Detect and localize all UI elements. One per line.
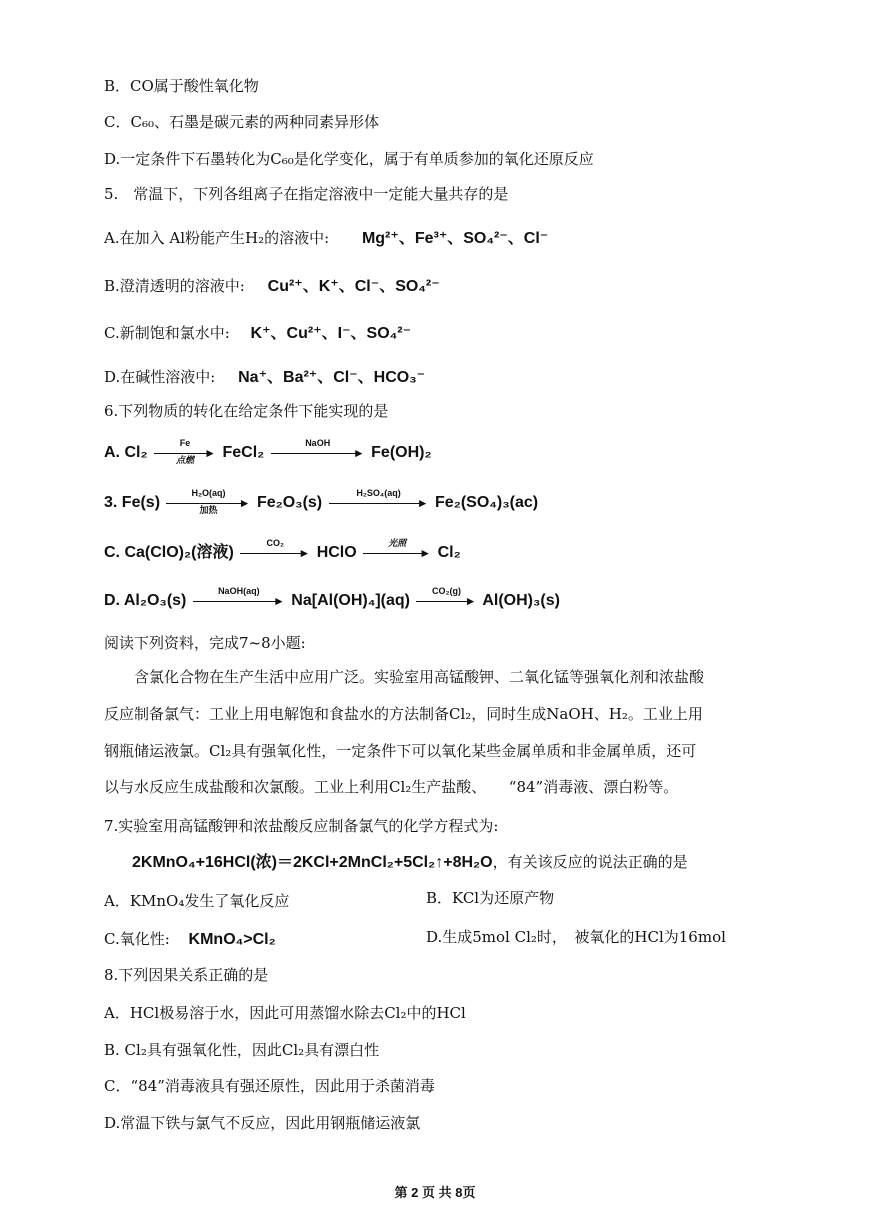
q7-stem: 7.实验室用高锰酸钾和浓盐酸反应制备氯气的化学方程式为: [104,817,499,835]
arrow-condition-top: NaOH [305,438,331,448]
q6-option-a [104,438,432,465]
q6-b-s1: Fe(s) [121,494,161,512]
q6-c-s3: Cl₂ [437,544,461,562]
q7-equation-tail: ，有关该反应的说法正确的是 [492,853,688,871]
page-footer: 第 2 页 共 8页 [394,1185,476,1200]
q6-a-label: A. [104,444,120,462]
q5-b-label: B.澄清透明的溶液中: [104,277,245,295]
q7-option-a: A．KMnO₄发生了氧化反应 [104,892,290,910]
q5-d-label: D.在碱性溶液中: [104,368,216,386]
q5-option-a [104,228,548,249]
reading-line: 钢瓶储运液氯。Cl₂具有强氧化性，一定条件下可以氧化某些金属单质和非金属单质，还可 [104,742,697,760]
q7-c-label: C.氧化性: [104,930,170,948]
reaction-arrow: Fe ► 点燃 [154,442,216,464]
q6-d-label: D. [104,592,120,610]
q4-option-c: C．C₆₀、石墨是碳元素的两种同素异形体 [104,113,379,131]
q8-option-d: D.常温下铁与氯气不反应，因此用钢瓶储运液氯 [104,1114,421,1132]
q5-c-label: C.新制饱和氯水中: [104,324,230,342]
q6-option-d [104,586,560,612]
q5-a-label: A.在加入 Al粉能产生H₂的溶液中: [104,229,330,247]
q5-a-ions: Mg²⁺、Fe³⁺、SO₄²⁻、Cl⁻ [361,230,549,247]
q8-stem: 8.下列因果关系正确的是 [104,966,269,984]
arrow-condition-top: Fe [179,438,191,448]
q6-d-s1: Al₂O₃(s) [123,592,187,610]
reaction-arrow: CO₂ ► [240,542,310,564]
q6-stem: 6.下列物质的转化在给定条件下能实现的是 [104,402,389,420]
q6-c-s2: HClO [316,544,357,562]
q8-option-a: A．HCl极易溶于水，因此可用蒸馏水除去Cl₂中的HCl [104,1004,466,1022]
reading-line: 以与水反应生成盐酸和次氯酸。工业上利用Cl₂生产盐酸、 “84”消毒液、漂白粉等。 [104,778,679,796]
q7-c-formula: KMnO₄>Cl₂ [188,931,276,948]
q7-equation: 2KMnO₄+16HCl(浓)＝2KCl+2MnCl₂+5Cl₂↑+8H₂O [132,854,493,871]
q7-option-c [104,929,276,950]
q6-a-s1: Cl₂ [124,444,148,462]
q7-equation-line [132,852,688,873]
q6-c-label: C. [104,544,120,562]
q5-b-ions: Cu²⁺、K⁺、Cl⁻、SO₄²⁻ [267,278,440,295]
reaction-arrow: H₂SO₄(aq) ► [329,492,429,514]
q6-d-s3: Al(OH)₃(s) [482,592,560,610]
reading-intro: 阅读下列资料，完成7~8小题: [104,634,306,652]
q6-b-s3: Fe₂(SO₄)₃(ac) [435,494,539,512]
reading-line: 含氯化合物在生产生活中应用广泛。实验室用高锰酸钾、二氧化锰等强氧化剂和浓盐酸 [134,668,705,686]
q6-c-s1: Ca(ClO)₂(溶液) [124,544,234,562]
q5-stem: 5. 常温下，下列各组离子在指定溶液中一定能大量共存的是 [104,185,509,203]
q5-option-b [104,276,440,297]
q6-a-s3: Fe(OH)₂ [371,444,432,462]
q6-b-label: 3. [104,494,118,512]
reading-line: 反应制备氯气：工业上用电解饱和食盐水的方法制备Cl₂，同时生成NaOH、H₂。工业上用 [104,705,703,723]
reaction-arrow: CO₂(g) ► [416,590,476,612]
arrow-condition-top: 光照 [388,538,407,548]
q6-option-c [104,538,461,564]
arrow-condition-top: NaOH(aq) [218,586,260,596]
q6-b-s2: Fe₂O₃(s) [256,494,323,512]
q8-option-c: C．“84”消毒液具有强还原性，因此用于杀菌消毒 [104,1077,435,1095]
arrow-condition-top: CO₂(g) [431,586,461,596]
q8-option-b: B. Cl₂具有强氧化性，因此Cl₂具有漂白性 [104,1041,380,1059]
arrow-condition-top: H₂O(aq) [191,488,226,498]
q6-a-s2: FeCl₂ [222,444,265,462]
reaction-arrow: H₂O(aq) ► 加热 [166,492,250,514]
q7-option-d: D.生成5mol Cl₂时， 被氧化的HCl为16mol [426,928,726,946]
arrow-condition-bottom: 加热 [199,505,218,515]
arrow-condition-top: H₂SO₄(aq) [356,488,401,498]
q5-option-d [104,367,425,388]
q7-option-b: B．KCl为还原产物 [426,889,555,907]
q5-d-ions: Na⁺、Ba²⁺、Cl⁻、HCO₃⁻ [238,369,426,386]
reaction-arrow: NaOH(aq) ► [193,590,285,612]
q5-option-c [104,323,411,344]
reaction-arrow: 光照 ► [363,542,431,564]
reaction-arrow: NaOH ► [271,442,365,464]
arrow-condition-top: CO₂ [266,538,284,548]
q4-option-d: D.一定条件下石墨转化为C₆₀是化学变化，属于有单质参加的氧化还原反应 [104,150,594,168]
arrow-condition-bottom: 点燃 [176,455,195,465]
q6-d-s2: Na[Al(OH)₄](aq) [291,592,410,610]
q6-option-b [104,488,539,515]
q5-c-ions: K⁺、Cu²⁺、I⁻、SO₄²⁻ [250,325,412,342]
q4-option-b: B．CO属于酸性氧化物 [104,77,259,95]
